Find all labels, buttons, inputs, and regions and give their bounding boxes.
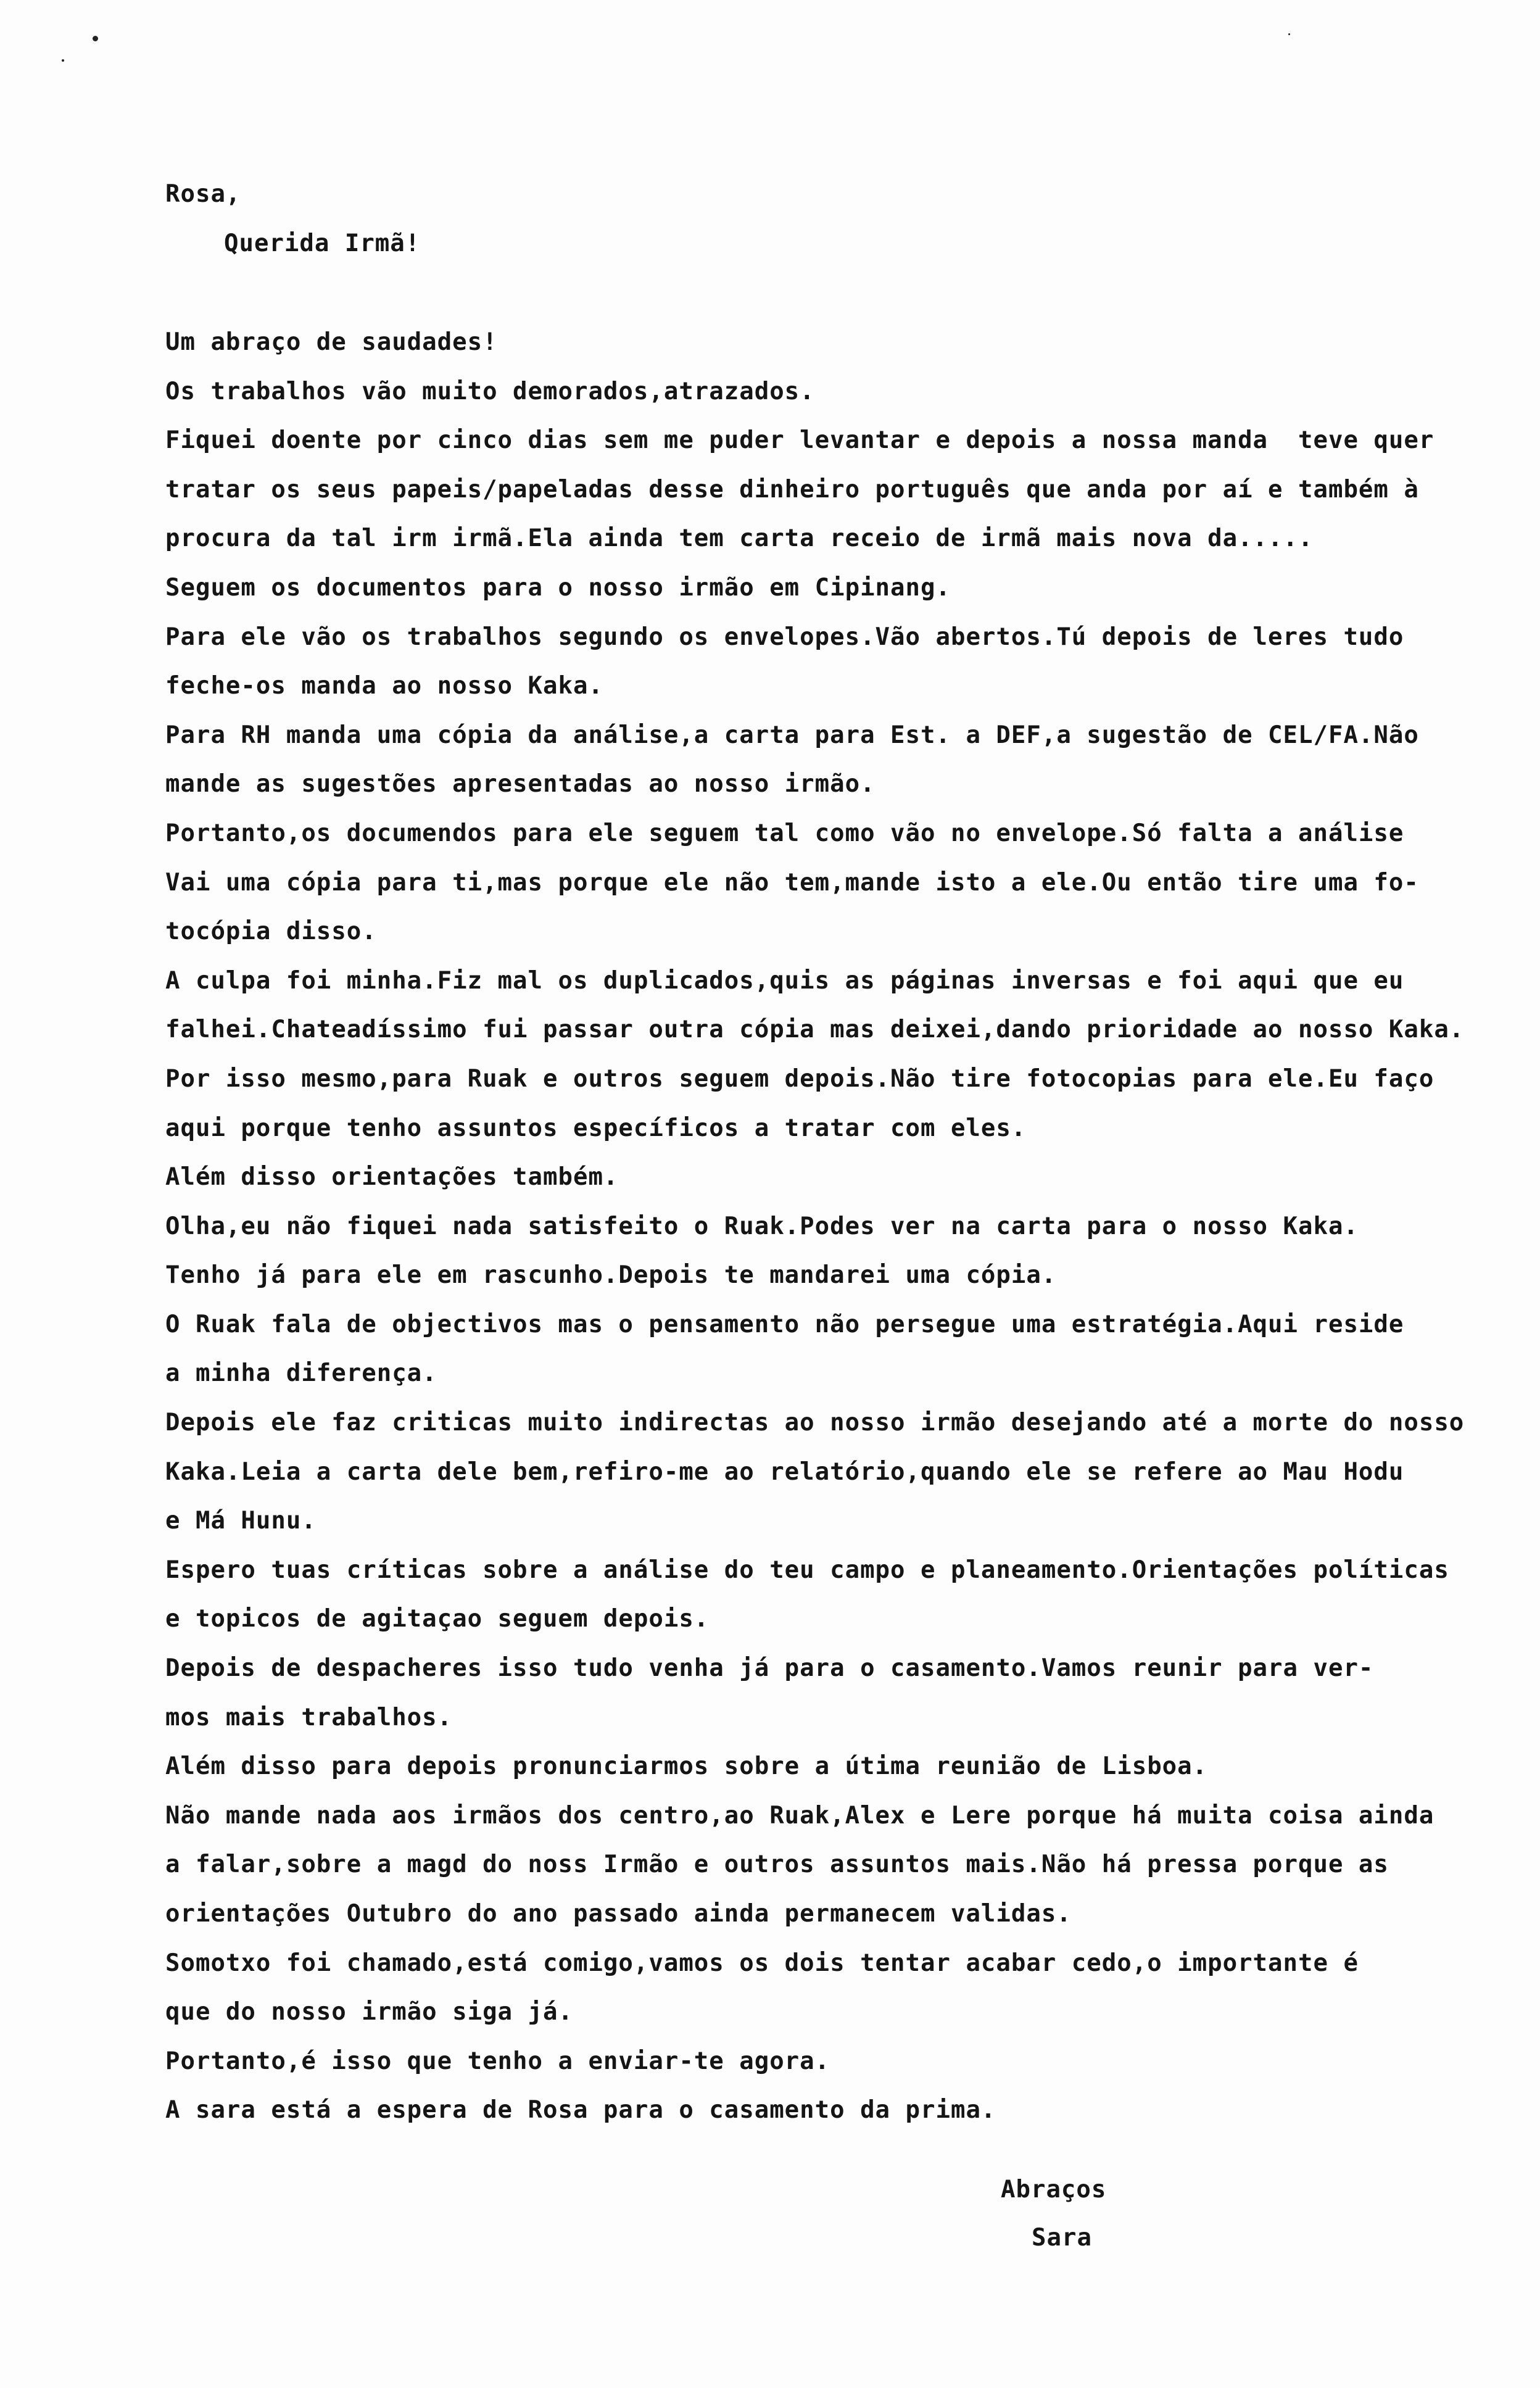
letter-line: tocópia disso.: [165, 918, 377, 946]
letter-line: mos mais trabalhos.: [165, 1703, 453, 1731]
ink-speck: [62, 59, 64, 62]
letter-line: Por isso mesmo,para Ruak e outros seguem depois.Não tire fotocopias para ele.Eu faço: [165, 1064, 1434, 1093]
letter-line: procura da tal irm irmã.Ela ainda tem carta receio de irmã mais nova da.....: [165, 524, 1314, 553]
letter-line: Espero tuas críticas sobre a análise do teu campo e planeamento.Orientações políticas: [165, 1556, 1449, 1584]
letter-line: Seguem os documentos para o nosso irmão em Cipinang.: [165, 573, 951, 602]
letter-line: falhei.Chateadíssimo fui passar outra cópia mas deixei,dando prioridade ao nosso Kaka.: [165, 1016, 1465, 1044]
letter-body: [165, 170, 1492, 2135]
letter-line: Para ele vão os trabalhos segundo os envelopes.Vão abertos.Tú depois de leres tudo: [165, 623, 1404, 651]
signature: Sara: [1032, 2224, 1092, 2252]
letter-line: Depois de despacheres isso tudo venha já para o casamento.Vamos reunir para ver-: [165, 1654, 1374, 1683]
letter-line: Somotxo foi chamado,está comigo,vamos os dois tentar acabar cedo,o importante é: [165, 1949, 1359, 1977]
letter-line: e Má Hunu.: [165, 1507, 317, 1535]
signoff: [1001, 2166, 1106, 2262]
letter-line: mande as sugestões apresentadas ao nosso irmão.: [165, 770, 876, 798]
letter-line: O Ruak fala de objectivos mas o pensamento não persegue uma estratégia.Aqui reside: [165, 1310, 1404, 1338]
letter-line: Fiquei doente por cinco dias sem me puder levantar e depois a nossa manda teve quer: [165, 426, 1434, 455]
letter-line: Vai uma cópia para ti,mas porque ele não tem,mande isto a ele.Ou então tire uma fo-: [165, 868, 1419, 897]
letter-line: Tenho já para ele em rascunho.Depois te mandarei uma cópia.: [165, 1261, 1057, 1290]
letter-line: e topicos de agitaçao seguem depois.: [165, 1605, 710, 1633]
letter-line: A culpa foi minha.Fiz mal os duplicados,quis as páginas inversas e foi aqui que eu: [165, 966, 1404, 995]
letter-line: A sara está a espera de Rosa para o casamento da prima.: [165, 2096, 996, 2125]
letter-line: Além disso orientações também.: [165, 1163, 619, 1192]
letter-line: feche-os manda ao nosso Kaka.: [165, 672, 603, 700]
letter-line: a minha diferença.: [165, 1359, 437, 1388]
letter-line: a falar,sobre a magd do noss Irmão e outros assuntos mais.Não há pressa porque as: [165, 1851, 1389, 1879]
letter-line: que do nosso irmão siga já.: [165, 1998, 573, 2026]
salutation: Rosa,: [165, 180, 241, 208]
letter-line: tratar os seus papeis/papeladas desse dinheiro português que anda por aí e também à: [165, 475, 1419, 504]
ink-speck: [93, 36, 98, 41]
letter-line: orientações Outubro do ano passado ainda permanecem validas.: [165, 1900, 1072, 1928]
greeting: Querida Irmã!: [224, 230, 421, 257]
letter-line: Portanto,os documendos para ele seguem tal como vão no envelope.Só falta a análise: [165, 819, 1404, 847]
letter-line: Os trabalhos vão muito demorados,atrazados.: [165, 377, 815, 405]
closing: Abraços: [1001, 2176, 1107, 2204]
paragraph-gap: [165, 268, 1492, 318]
letter-line: aqui porque tenho assuntos específicos a tratar com eles.: [165, 1114, 1027, 1142]
letter-line: Depois ele faz criticas muito indirectas ao nosso irmão desejando até a morte do nosso: [165, 1409, 1465, 1437]
letter-line: Além disso para depois pronunciarmos sobre a útima reunião de Lisboa.: [165, 1752, 1208, 1781]
letter-line: Um abraço de saudades!: [165, 328, 498, 356]
letter-line: Portanto,é isso que tenho a enviar-te agora.: [165, 2047, 830, 2075]
letter-line: Kaka.Leia a carta dele bem,refiro-me ao relatório,quando ele se refere ao Mau Hodu: [165, 1457, 1404, 1486]
letter-line: Para RH manda uma cópia da análise,a carta para Est. a DEF,a sugestão de CEL/FA.Não: [165, 721, 1419, 749]
ink-speck: [1288, 33, 1290, 35]
letter-line: Não mande nada aos irmãos dos centro,ao Ruak,Alex e Lere porque há muita coisa ainda: [165, 1801, 1434, 1830]
letter-line: Olha,eu não fiquei nada satisfeito o Ruak.Podes ver na carta para o nosso Kaka.: [165, 1212, 1359, 1240]
